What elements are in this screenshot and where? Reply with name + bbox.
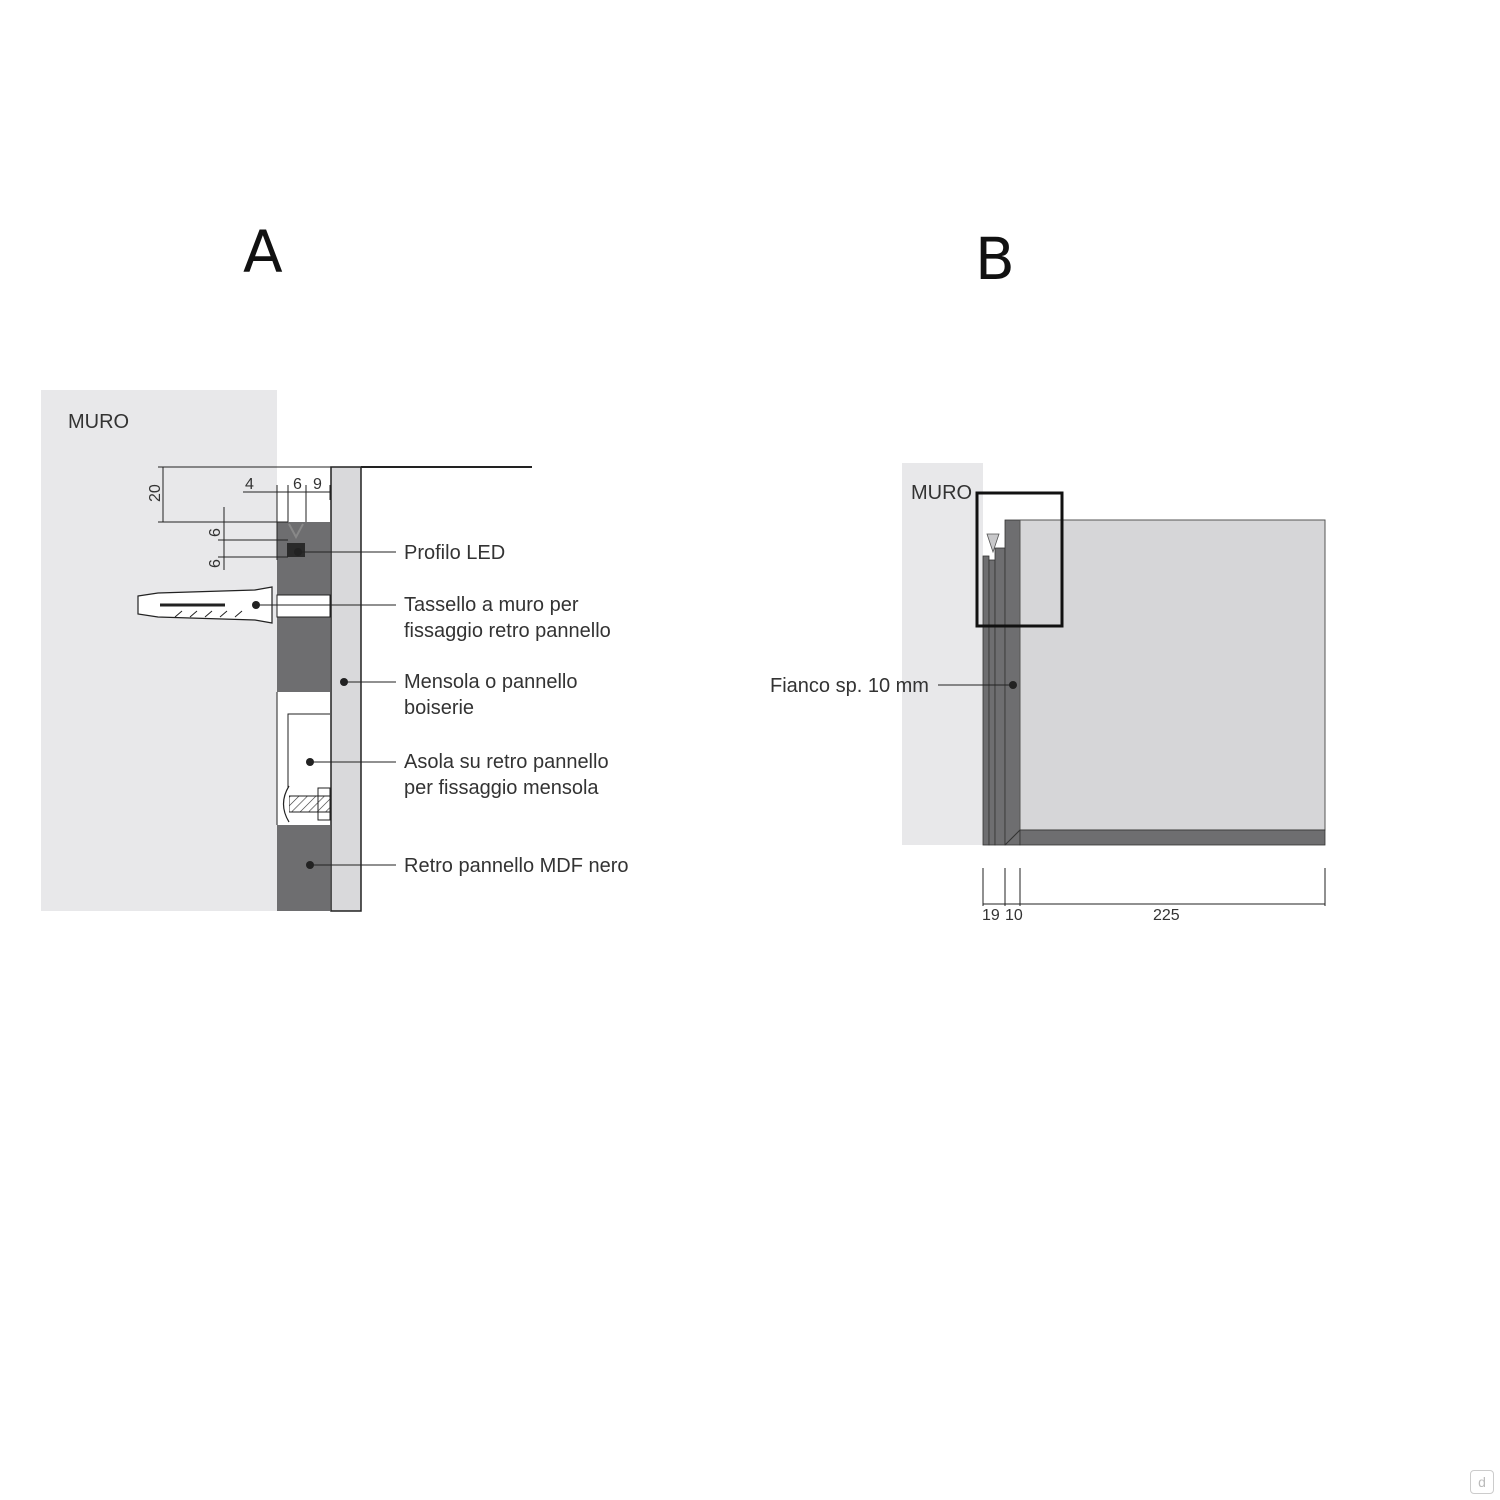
callout-slot-line1: Asola su retro pannello [404, 751, 609, 773]
screw [289, 796, 330, 812]
back-panel-layer-2 [989, 560, 995, 845]
anchor-hole [277, 595, 330, 617]
callout-side: Fianco sp. 10 mm [770, 675, 929, 697]
back-panel-layer-1 [983, 556, 989, 845]
callout-anchor-line2: fissaggio retro pannello [404, 620, 611, 642]
dim-b-10: 10 [1005, 907, 1023, 924]
back-panel-layer-3 [995, 548, 1005, 845]
dim-top-height: 20 [147, 484, 164, 502]
callout-shelf-line2: boiserie [404, 697, 475, 719]
callout-slot-line2: per fissaggio mensola [404, 777, 599, 799]
panel-b-letter: B [975, 225, 1015, 293]
dim-panel-width: 9 [313, 476, 322, 493]
callout-dot-b [1009, 681, 1017, 689]
wall-area-b [902, 463, 983, 845]
dim-led-width: 6 [293, 476, 302, 493]
watermark-logo: d [1470, 1470, 1494, 1494]
panel-a-drawing [41, 390, 629, 911]
shelf-bottom [1020, 830, 1325, 845]
callout-back-panel: Retro pannello MDF nero [404, 855, 629, 877]
dim-b-225: 225 [1153, 907, 1180, 924]
panel-a-letter: A [243, 218, 283, 286]
wall-label-b: MURO [911, 482, 973, 504]
wall-label-a: MURO [68, 411, 130, 433]
callout-led-profile: Profilo LED [404, 542, 506, 564]
panel-b-drawing [770, 463, 1325, 924]
wall-area-a [41, 390, 277, 911]
callout-shelf-line1: Mensola o pannello [404, 671, 578, 693]
callout-anchor-line1: Tassello a muro per [404, 594, 579, 616]
dimension-lines-b [983, 868, 1325, 906]
dim-b-19: 19 [982, 907, 1000, 924]
dim-led-offset: 6 [207, 528, 224, 537]
shelf-panel [331, 467, 361, 911]
shelf-body [1020, 520, 1325, 830]
dim-led-height: 6 [207, 559, 224, 568]
dim-gap-left: 4 [245, 476, 254, 493]
